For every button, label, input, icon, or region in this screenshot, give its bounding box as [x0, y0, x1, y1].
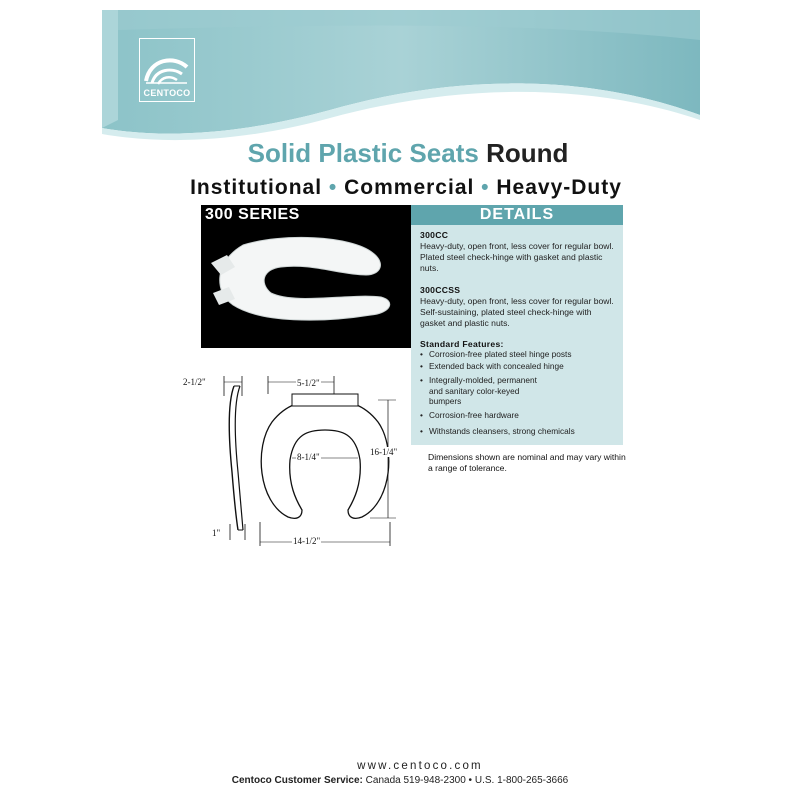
subtitle-separator: • — [328, 176, 338, 199]
subtitle-part-2: Commercial — [344, 176, 475, 199]
details-header: DETAILS — [411, 205, 623, 225]
toilet-seat-photo — [201, 205, 411, 348]
logo-text: CENTOCO — [143, 88, 191, 98]
model-description-300ccss: Heavy-duty, open front, less cover for regular bowl. Self-sustaining, plated steel check-hinge with gasket and plastic nuts. — [420, 296, 614, 329]
top-view-diagram — [250, 372, 400, 552]
dimension-overall-width: 14-1/2" — [293, 536, 321, 546]
footer-separator: • — [468, 775, 473, 786]
page-title — [0, 138, 800, 169]
canada-phone: Canada 519-948-2300 — [365, 775, 466, 786]
title-accent: Solid Plastic Seats — [247, 138, 479, 168]
header-banner — [0, 0, 800, 200]
model-description-300cc: Heavy-duty, open front, less cover for regular bowl. Plated steel check-hinge with gasket and plastic nuts. — [420, 241, 614, 274]
subtitle-part-3: Heavy-Duty — [496, 176, 622, 199]
footer-website: www.centoco.com — [357, 760, 483, 772]
subtitle-separator: • — [481, 176, 490, 199]
dimension-hinge-width: 5-1/2" — [297, 378, 320, 388]
title-main: Round — [486, 138, 569, 168]
dimension-side-top: 2-1/2" — [183, 377, 206, 387]
series-label: 300 SERIES — [205, 206, 300, 223]
tolerance-note: Dimensions shown are nominal and may vary within a range of tolerance. — [428, 452, 626, 474]
model-code-300cc: 300CC — [420, 230, 449, 240]
model-code-300ccss: 300CCSS — [420, 285, 461, 295]
product-photo — [201, 205, 411, 348]
dimension-length: 16-1/4" — [370, 447, 398, 457]
dimension-side-bottom: 1" — [212, 528, 221, 538]
footer-contact — [0, 775, 800, 786]
page-subtitle — [0, 176, 800, 200]
subtitle-part-1: Institutional — [190, 176, 323, 199]
features-heading: Standard Features: — [420, 339, 504, 349]
service-label: Centoco Customer Service: — [231, 775, 363, 786]
us-phone: U.S. 1-800-265-3666 — [474, 775, 569, 786]
dimension-opening-width: 8-1/4" — [297, 452, 320, 462]
side-profile-diagram — [178, 372, 248, 552]
